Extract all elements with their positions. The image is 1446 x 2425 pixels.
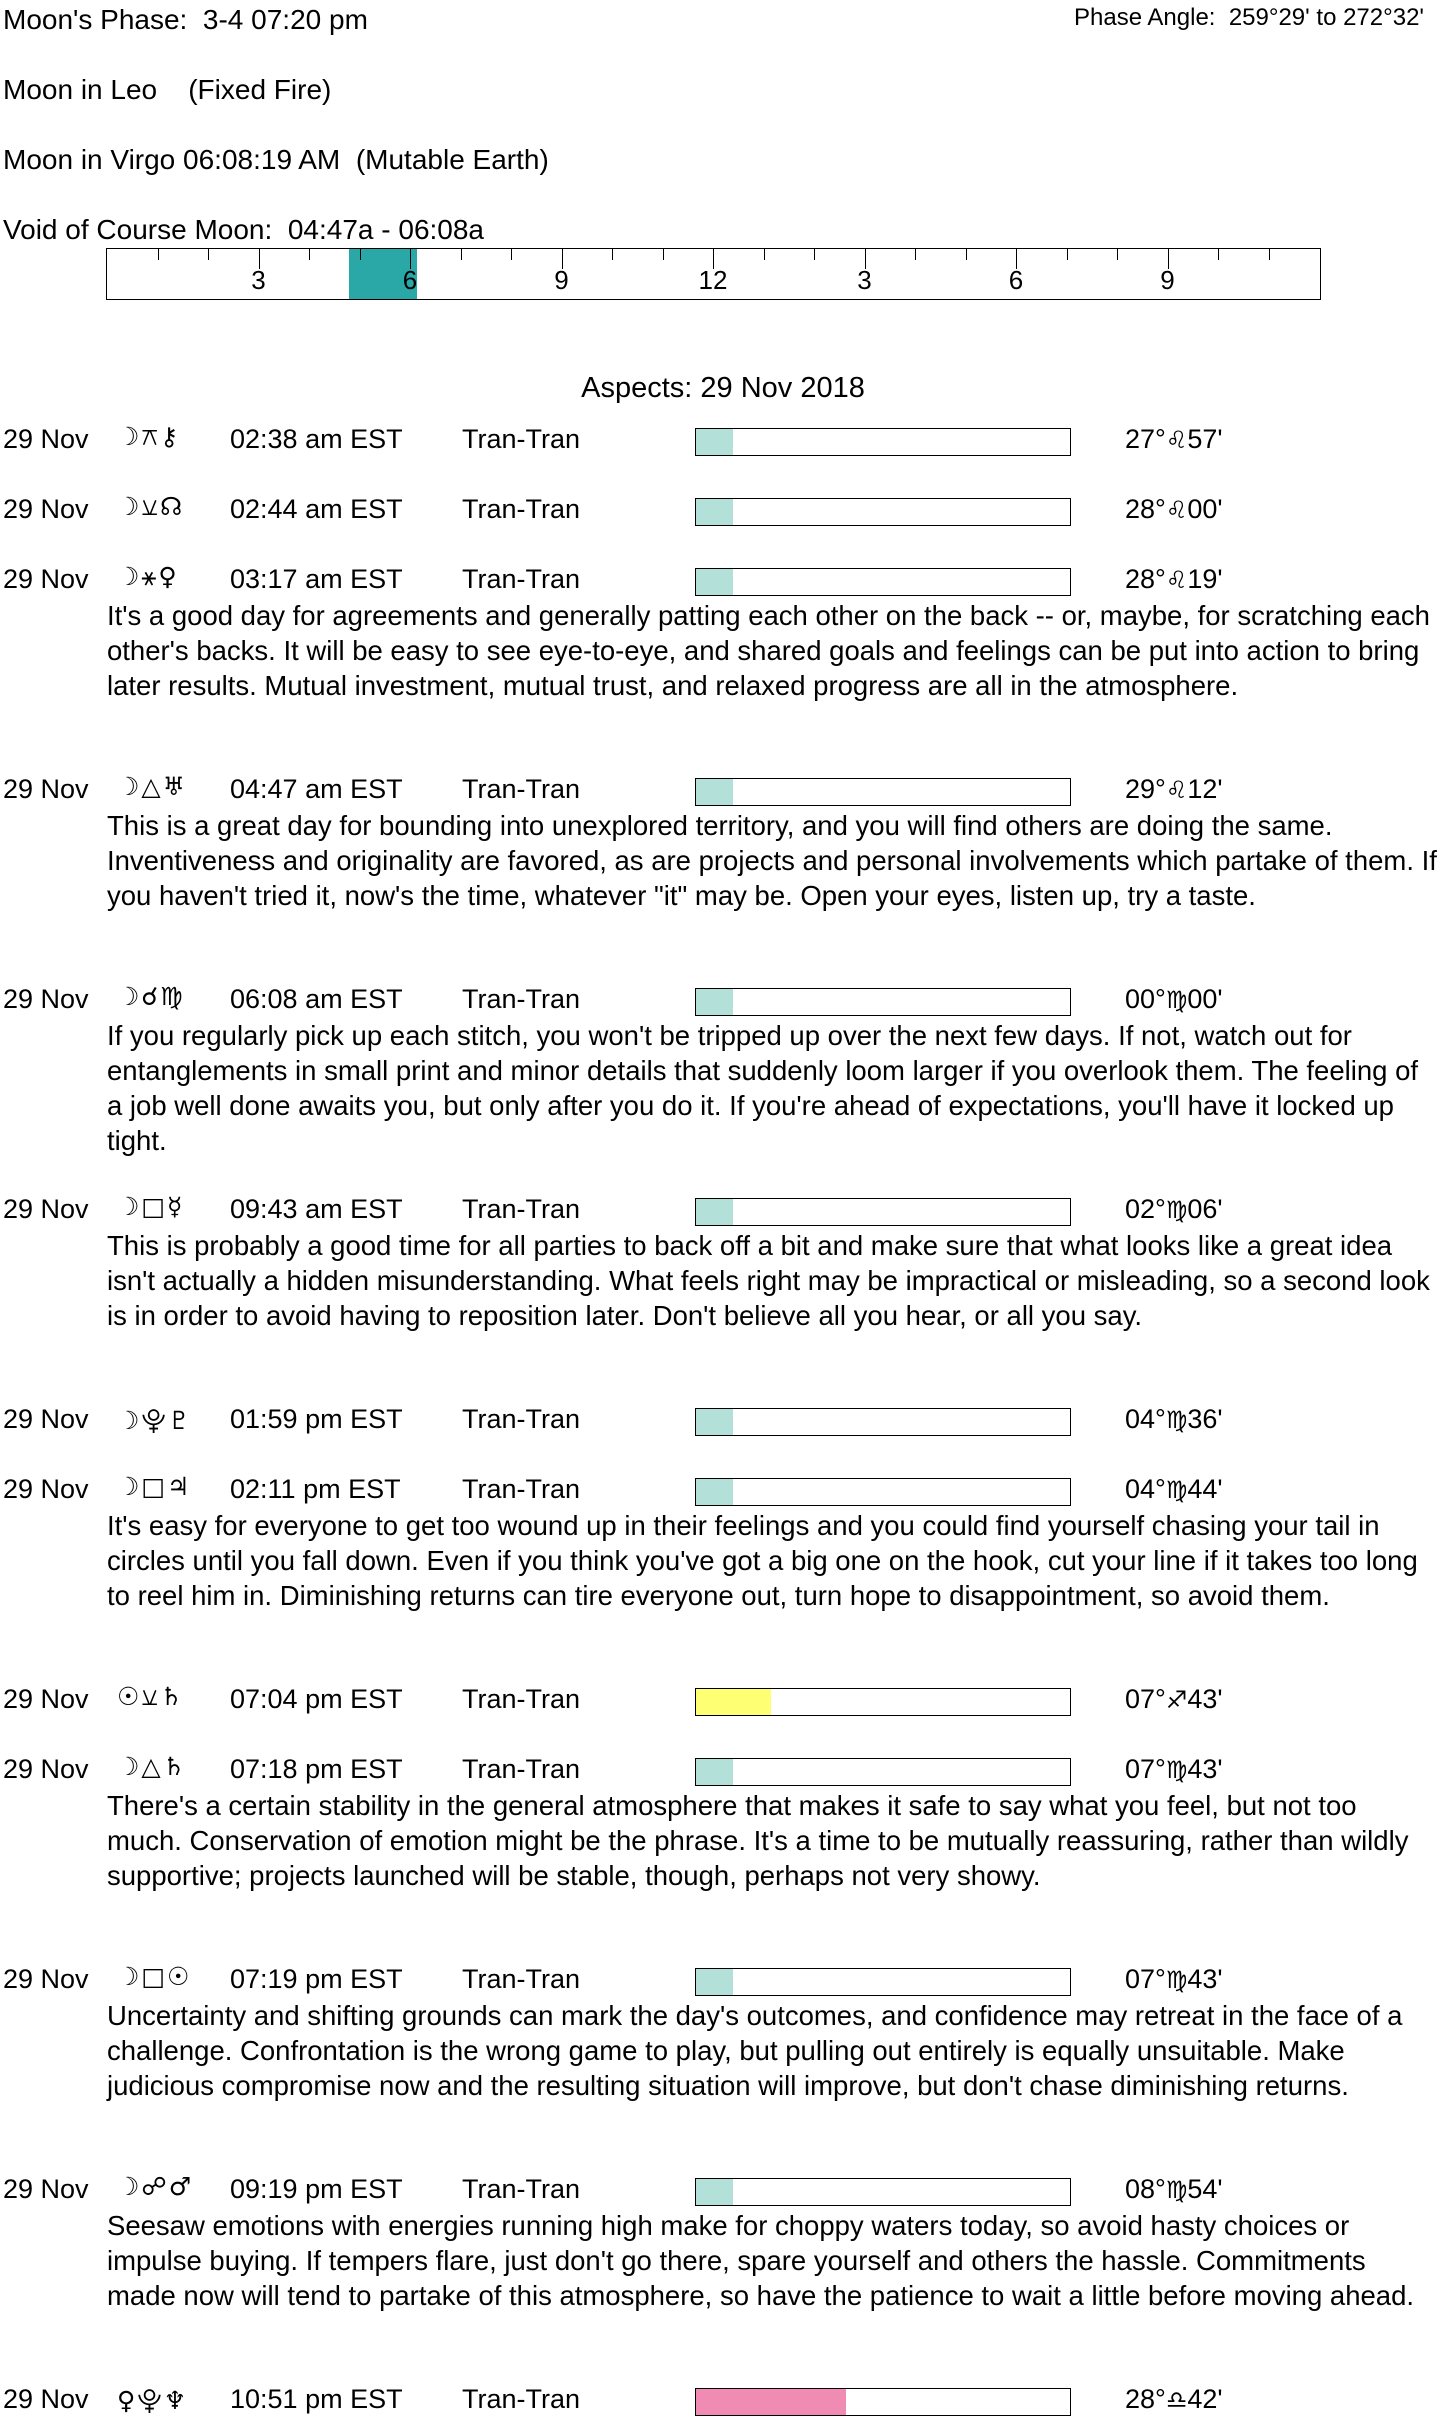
hour-tick	[1269, 249, 1270, 260]
aspect-position	[1125, 774, 1223, 805]
aspect-minute: 57'	[1187, 424, 1223, 454]
zodiac-sign-icon: ♌	[1165, 566, 1188, 594]
aspect-time: 09:43 am EST	[230, 1194, 403, 1224]
moon-ingress: Moon in Virgo 06:08:19 AM	[3, 144, 341, 175]
void-of-course-line	[3, 214, 484, 246]
aspect-degree: 07°	[1125, 1754, 1166, 1784]
aspect-degree: 29°	[1125, 774, 1166, 804]
aspect-minute: 44'	[1187, 1474, 1223, 1504]
aspect-glyphs: ☽△♅	[117, 772, 188, 801]
aspect-time: 02:38 am EST	[230, 424, 403, 454]
aspect-minute: 54'	[1187, 2174, 1223, 2204]
aspect-strength-bar	[695, 2178, 1071, 2206]
aspect-strength-bar	[695, 498, 1071, 526]
aspect-degree: 07°	[1125, 1684, 1166, 1714]
hour-tick	[966, 249, 967, 260]
zodiac-sign-icon: ♍	[1165, 2176, 1188, 2204]
aspect-type: Tran-Tran	[462, 1194, 581, 1224]
aspect-time: 09:19 pm EST	[230, 2174, 403, 2204]
aspect-date: 29 Nov	[3, 1684, 89, 1714]
aspect-row	[0, 982, 1446, 1022]
aspect-time: 07:19 pm EST	[230, 1964, 403, 1994]
aspect-glyphs: ☽☌♍	[117, 982, 185, 1011]
aspect-time: 07:04 pm EST	[230, 1684, 403, 1714]
aspect-type: Tran-Tran	[462, 494, 581, 524]
aspect-type: Tran-Tran	[462, 1754, 581, 1784]
aspect-entry	[0, 562, 1446, 703]
aspect-glyphs: ☽⚹♀	[117, 562, 179, 591]
aspect-minute: 00'	[1187, 984, 1223, 1014]
aspect-time: 03:17 am EST	[230, 564, 403, 594]
aspect-type: Tran-Tran	[462, 2384, 581, 2414]
aspect-strength-bar	[695, 988, 1071, 1016]
aspect-position	[1125, 1474, 1223, 1505]
aspect-strength-fill	[696, 1409, 733, 1435]
aspect-entry	[0, 1192, 1446, 1333]
hour-tick	[309, 249, 310, 260]
aspect-time: 10:51 pm EST	[230, 2384, 403, 2414]
hour-label: 9	[1160, 265, 1175, 295]
aspect-strength-bar	[695, 428, 1071, 456]
aspect-interpretation: If you regularly pick up each stitch, you won't be tripped up over the next few days. If not, watch out for entanglements in small print and minor details that suddenly loom larger if you overlook them. The feeling of a job well done awaits you, but only after you do it. If you're ahead of expectations, you'll have it locked up tight.	[107, 1020, 1419, 1156]
zodiac-sign-icon: ♍	[1165, 1406, 1188, 1434]
hour-label: 3	[251, 265, 266, 295]
aspect-strength-bar	[695, 2388, 1071, 2416]
aspect-time: 07:18 pm EST	[230, 1754, 403, 1784]
aspect-position	[1125, 564, 1223, 595]
aspect-date: 29 Nov	[3, 1474, 89, 1504]
aspect-glyphs: ☽⚻⚷	[117, 422, 181, 451]
aspect-strength-fill	[696, 569, 733, 595]
aspect-type: Tran-Tran	[462, 564, 581, 594]
aspect-entry	[0, 1682, 1446, 1722]
aspect-minute: 43'	[1187, 1754, 1223, 1784]
aspect-position	[1125, 2174, 1223, 2205]
aspect-degree: 27°	[1125, 424, 1166, 454]
moon-ingress-line	[3, 144, 549, 176]
hour-label: 9	[554, 265, 569, 295]
zodiac-sign-icon: ♍	[1165, 986, 1188, 1014]
aspect-time: 01:59 pm EST	[230, 1404, 403, 1434]
aspect-position	[1125, 1404, 1223, 1435]
aspect-strength-fill	[696, 2179, 733, 2205]
aspect-date: 29 Nov	[3, 2174, 89, 2204]
aspect-degree: 28°	[1125, 564, 1166, 594]
aspect-position	[1125, 2384, 1223, 2415]
moon-phase-label: Moon's Phase:	[3, 4, 188, 35]
hour-label: 6	[402, 265, 418, 295]
moon-sign-line	[3, 74, 331, 106]
moon-sign: Moon in Leo	[3, 74, 158, 105]
aspect-strength-fill	[696, 1479, 733, 1505]
zodiac-sign-icon: ♍	[1165, 1476, 1188, 1504]
aspect-row	[0, 562, 1446, 602]
aspect-minute: 43'	[1187, 1684, 1223, 1714]
aspect-strength-bar	[695, 1198, 1071, 1226]
aspect-minute: 12'	[1187, 774, 1223, 804]
aspect-degree: 08°	[1125, 2174, 1166, 2204]
aspect-row	[0, 422, 1446, 462]
aspect-type: Tran-Tran	[462, 1404, 581, 1434]
aspect-glyphs: ☽⯓♇	[117, 1406, 193, 1435]
voc-label: Void of Course Moon:	[3, 214, 273, 245]
aspect-interpretation: It's a good day for agreements and generally patting each other on the back -- or, maybe, for scratching each other's backs. It will be easy to see eye-to-eye, and shared goals and feelings can be put into action to bring later results. Mutual investment, mutual trust, and relaxed progress are all in the atmosphere.	[107, 600, 1430, 701]
hour-tick	[814, 249, 815, 260]
zodiac-sign-icon: ♌	[1165, 776, 1188, 804]
zodiac-sign-icon: ♌	[1165, 496, 1188, 524]
aspect-position	[1125, 1754, 1223, 1785]
hour-label: 3	[857, 265, 872, 295]
aspect-strength-fill	[696, 499, 733, 525]
aspect-glyphs: ☽□☿	[117, 1192, 185, 1221]
aspect-glyphs: ☽□♃	[117, 1472, 192, 1501]
aspect-degree: 00°	[1125, 984, 1166, 1014]
aspect-entry	[0, 422, 1446, 462]
aspect-glyphs: ☽☍♂	[117, 2172, 194, 2201]
aspect-entry	[0, 1402, 1446, 1442]
aspect-date: 29 Nov	[3, 2384, 89, 2414]
aspect-interpretation: This is probably a good time for all parties to back off a bit and make sure that what looks like a great idea isn't actually a hidden misunderstanding. What feels right may be impractical or misleading, so a second look is in order to avoid having to reposition later. Don't believe all you hear, or all you say.	[107, 1230, 1430, 1331]
aspect-minute: 19'	[1187, 564, 1223, 594]
moon-sign-element: (Fixed Fire)	[188, 74, 332, 105]
aspect-entry	[0, 982, 1446, 1158]
aspect-strength-fill	[696, 1199, 733, 1225]
aspect-strength-bar	[695, 778, 1071, 806]
aspect-time: 06:08 am EST	[230, 984, 403, 1014]
aspect-type: Tran-Tran	[462, 984, 581, 1014]
aspect-date: 29 Nov	[3, 564, 89, 594]
moon-phase-value: 3-4 07:20 pm	[202, 4, 368, 35]
aspect-glyphs: ☉⚺♄	[117, 1682, 185, 1711]
zodiac-sign-icon: ♍	[1165, 1196, 1188, 1224]
aspect-strength-bar	[695, 1968, 1071, 1996]
hour-tick	[915, 249, 916, 260]
aspect-date: 29 Nov	[3, 774, 89, 804]
aspect-date: 29 Nov	[3, 984, 89, 1014]
aspect-strength-bar	[695, 1758, 1071, 1786]
aspect-minute: 36'	[1187, 1404, 1223, 1434]
aspect-entry	[0, 772, 1446, 913]
aspect-strength-bar	[695, 1478, 1071, 1506]
aspect-glyphs: ☽△♄	[117, 1752, 188, 1781]
aspect-position	[1125, 1964, 1223, 1995]
aspect-row	[0, 2382, 1446, 2422]
hour-label: 12	[698, 265, 728, 295]
aspect-date: 29 Nov	[3, 1194, 89, 1224]
phase-angle-value: 259°29' to 272°32'	[1228, 4, 1424, 31]
aspect-entry	[0, 1752, 1446, 1893]
aspect-type: Tran-Tran	[462, 2174, 581, 2204]
hour-tick	[612, 249, 613, 260]
aspect-entry	[0, 1472, 1446, 1613]
aspect-row	[0, 772, 1446, 812]
aspect-type: Tran-Tran	[462, 1684, 581, 1714]
aspect-strength-fill	[696, 1969, 733, 1995]
aspect-type: Tran-Tran	[462, 424, 581, 454]
aspect-interpretation: There's a certain stability in the general atmosphere that makes it safe to say what you feel, but not too much. Conservation of emotion might be the phrase. It's a time to be mutually reassuring, rather than wildly supportive; projects launched will be stable, though, perhaps not very showy.	[107, 1790, 1409, 1891]
aspect-position	[1125, 1194, 1223, 1225]
aspect-interpretation: Seesaw emotions with energies running high make for choppy waters today, so avoid hasty choices or impulse buying. If tempers flare, just don't go there, spare yourself and others the hassle. Commitments made now will tend to partake of this atmosphere, so have the patience to wait a little before moving ahead.	[107, 2210, 1415, 2311]
hour-tick	[764, 249, 765, 260]
aspect-strength-fill	[696, 429, 733, 455]
aspect-degree: 02°	[1125, 1194, 1166, 1224]
aspect-degree: 04°	[1125, 1404, 1166, 1434]
aspect-interpretation: Uncertainty and shifting grounds can mark the day's outcomes, and confidence may retreat in the face of a challenge. Confrontation is the wrong game to play, but pulling out entirely is equally unsuitable. Make judicious compromise now and the resulting situation will improve, but don't chase diminishing returns.	[107, 2000, 1403, 2101]
aspect-date: 29 Nov	[3, 424, 89, 454]
aspects-title: Aspects: 29 Nov 2018	[581, 372, 865, 404]
hour-tick	[360, 249, 361, 260]
hour-tick	[511, 249, 512, 260]
aspect-position	[1125, 984, 1223, 1015]
aspect-date: 29 Nov	[3, 1404, 89, 1434]
phase-angle	[1074, 4, 1424, 32]
aspect-strength-bar	[695, 568, 1071, 596]
aspect-degree: 07°	[1125, 1964, 1166, 1994]
phase-angle-label: Phase Angle:	[1074, 4, 1216, 31]
aspect-minute: 43'	[1187, 1964, 1223, 1994]
zodiac-sign-icon: ♌	[1165, 426, 1188, 454]
aspect-row	[0, 1682, 1446, 1722]
aspect-row	[0, 1962, 1446, 2002]
moon-ingress-element: (Mutable Earth)	[355, 144, 549, 175]
hour-tick	[208, 249, 209, 260]
aspect-degree: 28°	[1125, 2384, 1166, 2414]
aspect-glyphs: ☽⚺☊	[117, 492, 185, 521]
aspect-time: 04:47 am EST	[230, 774, 403, 804]
aspect-degree: 28°	[1125, 494, 1166, 524]
aspect-time: 02:44 am EST	[230, 494, 403, 524]
aspect-strength-fill	[696, 989, 733, 1015]
aspect-type: Tran-Tran	[462, 774, 581, 804]
aspect-strength-bar	[695, 1408, 1071, 1436]
aspect-glyphs: ☽□☉	[117, 1962, 192, 1991]
aspect-position	[1125, 494, 1223, 525]
aspect-row	[0, 1752, 1446, 1792]
aspect-row	[0, 1192, 1446, 1232]
aspect-position	[1125, 424, 1223, 455]
aspect-type: Tran-Tran	[462, 1964, 581, 1994]
aspect-degree: 04°	[1125, 1474, 1166, 1504]
zodiac-sign-icon: ♍	[1165, 1966, 1188, 1994]
hour-tick	[1218, 249, 1219, 260]
aspect-glyphs: ♀⯓♆	[117, 2386, 189, 2415]
hour-tick	[663, 249, 664, 260]
zodiac-sign-icon: ♎	[1165, 2386, 1188, 2414]
aspect-date: 29 Nov	[3, 494, 89, 524]
void-of-course-timebar	[106, 248, 1321, 300]
aspect-entry	[0, 2382, 1446, 2422]
aspect-strength-fill	[696, 779, 733, 805]
aspect-strength-fill	[696, 2389, 846, 2415]
hour-tick	[158, 249, 159, 260]
hour-label: 6	[1008, 265, 1024, 295]
aspect-minute: 00'	[1187, 494, 1223, 524]
zodiac-sign-icon: ♍	[1165, 1756, 1188, 1784]
aspect-row	[0, 2172, 1446, 2212]
hour-tick	[461, 249, 462, 260]
aspect-strength-fill	[696, 1689, 771, 1715]
aspect-row	[0, 492, 1446, 532]
voc-range: 04:47a - 06:08a	[287, 214, 485, 245]
aspect-date: 29 Nov	[3, 1754, 89, 1784]
aspect-type: Tran-Tran	[462, 1474, 581, 1504]
aspect-time: 02:11 pm EST	[230, 1474, 401, 1504]
moon-phase-line	[3, 4, 368, 36]
aspect-entry	[0, 2172, 1446, 2313]
aspect-row	[0, 1402, 1446, 1442]
aspect-interpretation: It's easy for everyone to get too wound up in their feelings and you could find yourself chasing your tail in circles until you fall down. Even if you think you've got a big one on the hook, cut your line if it takes too long to reel him in. Diminishing returns can tire everyone out, turn hope to disappointment, so avoid them.	[107, 1510, 1418, 1611]
aspect-row	[0, 1472, 1446, 1512]
hour-tick	[1117, 249, 1118, 260]
hour-tick	[1067, 249, 1068, 260]
aspect-position	[1125, 1684, 1223, 1715]
aspect-strength-bar	[695, 1688, 1071, 1716]
aspect-strength-fill	[696, 1759, 733, 1785]
aspect-interpretation: This is a great day for bounding into unexplored territory, and you will find others are doing the same. Inventiveness and originality are favored, as are projects and personal involvements which partake of them. If you haven't tried it, now's the time, whatever "it" may be. Open your eyes, listen up, try a taste.	[107, 810, 1437, 911]
zodiac-sign-icon: ♐	[1165, 1686, 1188, 1714]
aspect-minute: 06'	[1187, 1194, 1223, 1224]
aspect-entry	[0, 492, 1446, 532]
aspect-entry	[0, 1962, 1446, 2103]
aspect-date: 29 Nov	[3, 1964, 89, 1994]
aspect-minute: 42'	[1187, 2384, 1223, 2414]
